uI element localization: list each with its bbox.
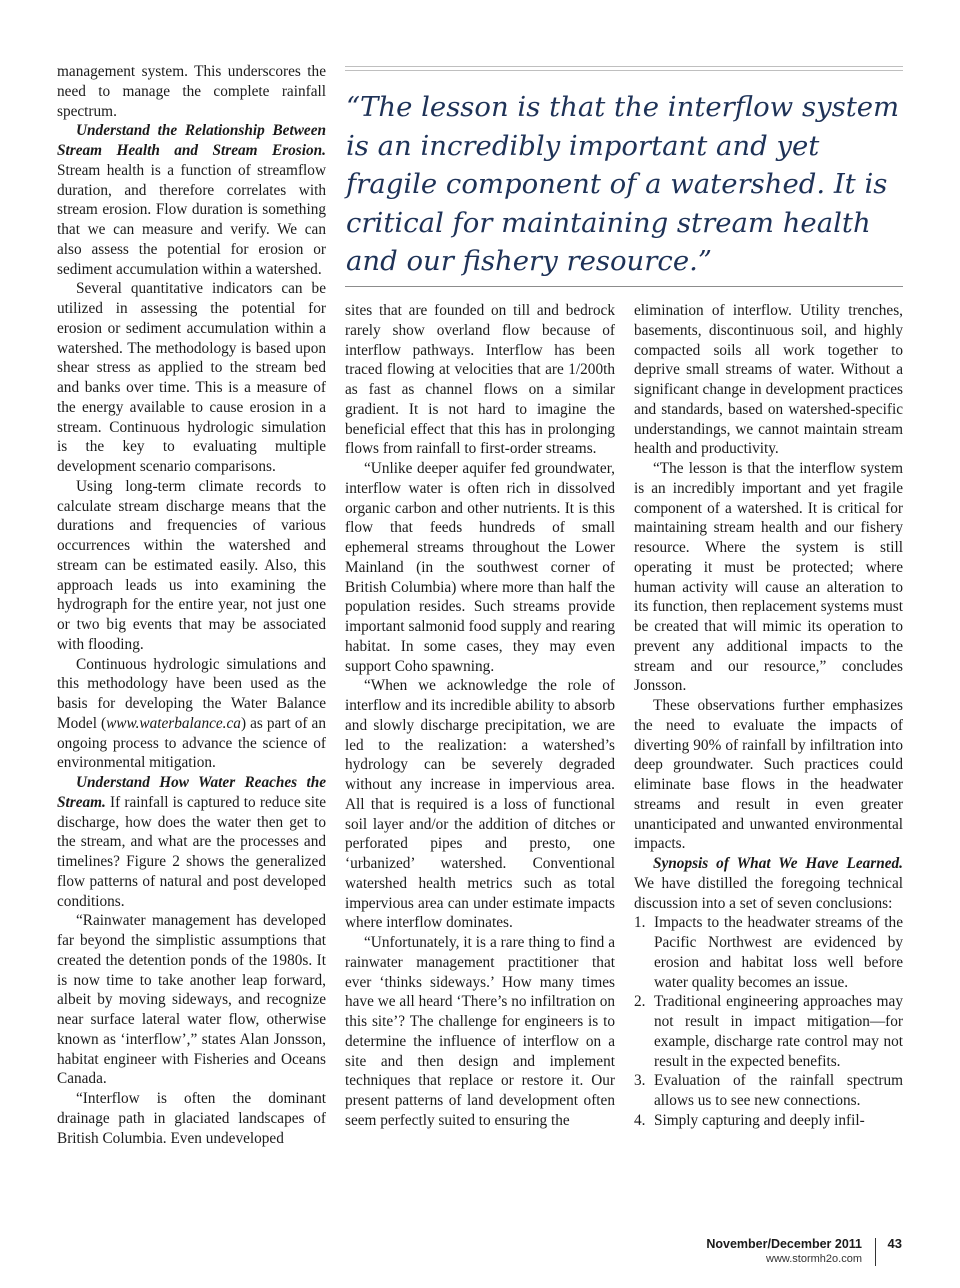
article-column-3 [634, 301, 903, 1131]
list-text: Impacts to the headwater streams of the Pacific Northwest are evidenced by erosion and habitat loss well before water quality becomes an issue. [654, 914, 903, 991]
list-item [634, 913, 903, 992]
paragraph [634, 854, 903, 913]
paragraph: “Interflow is often the dominant drainage path in glaciated landscapes of British Columbia. Even undeveloped [57, 1090, 326, 1147]
paragraph-body: ) as part of an ongoing process to advance the science of environmental mitigation. [57, 714, 326, 772]
paragraph: These observations further emphasizes the need to evaluate the impacts of diverting 90% of rainfall by infiltration into deep groundwater. Such practices could eliminate base flows in the headwater streams and result in even greater unanticipated and unwanted environmental impacts. [634, 697, 903, 853]
section-heading: Synopsis of What We Have Learned. [653, 855, 903, 872]
footer-divider [875, 1238, 876, 1266]
paragraph: “The lesson is that the interflow system is an incredibly important and yet fragile component of a watershed. It is critical for maintaining stream health and our fishery resource. Where the system is still operating it must be protected; where human activity will cause an alteration to its function, then replacement systems must be created that will mimic its operation to prevent any additional impacts to the stream and our resource,” concludes Jonsson. [634, 460, 903, 695]
list-number: 4. [634, 1111, 646, 1129]
paragraph [57, 655, 326, 774]
pull-quote: “The lesson is that the interflow system is an incredibly important and yet fragile component of a watershed. It is critical for maintaining stream health and our fishery resource.” [346, 91, 900, 277]
paragraph: elimination of interflow. Utility trenches, basements, discontinuous soil, and highly compacted soils all work together to deprive small streams of water. Without a significant change in development practices and standards, based on watershed-specific understandings, we cannot maintain stream health and productivity. [634, 302, 903, 458]
list-text: Simply capturing and deeply infil- [654, 1111, 865, 1129]
list-number: 1. [634, 914, 646, 932]
paragraph: Using long-term climate records to calculate stream discharge means that the durations and frequencies of various occurrences within the watershed and stream can be estimated easily. Also, this approach leads us into examining the hydrograph for the entire year, not just one or two big events that may be associated with flooding. [57, 477, 326, 653]
paragraph-body: If rainfall is captured to reduce site discharge, how does the water then get to the stream, and what are the processes and timelines? Figure 2 shows the generalized flow patterns of natural and post developed conditions. [57, 793, 326, 910]
paragraph: “Unlike deeper aquifer fed groundwater, interflow water is often rich in dissolved organic carbon and other nutrients. It is this flow that feeds hundreds of small ephemeral streams throughout the Lower Mainland (in the southwest corner of British Columbia) where more than half the population resides. Such streams provide important salmonid food supply and rearing habitat. In some cases, they may even support Coho spawning. [345, 460, 615, 675]
list-text: Evaluation of the rainfall spectrum allows us to see new connections. [654, 1072, 903, 1109]
paragraph: sites that are founded on till and bedrock rarely show overland flow because of interflow pathways. Interflow has been traced flowing at velocities that are 1/200th as fast as channel flows on a similar gradient. It is not hard to imagine the beneficial effect that this has in prolonging flows from rainfall to first-order streams. [345, 302, 615, 458]
divider [345, 286, 903, 287]
article-column-2 [345, 301, 615, 1131]
divider [345, 66, 903, 67]
article-column-1 [57, 62, 326, 1148]
paragraph [57, 121, 326, 279]
website-reference: www.waterbalance.ca [106, 714, 241, 732]
paragraph: “Rainwater management has developed far beyond the simplistic assumptions that created the detention ponds of the 1980s. It is now time to take another leap forward, albeit by moving sideways, and recognize near surface lateral water flow, otherwise known as ‘interflow’,” states Alan Jonsson, habitat engineer with Fisheries and Oceans Canada. [57, 912, 326, 1088]
paragraph-body: We have distilled the foregoing technical discussion into a set of seven conclusions: [634, 874, 903, 912]
page-number: 43 [887, 1236, 902, 1251]
website-url: www.stormh2o.com [766, 1253, 862, 1265]
divider [345, 70, 903, 71]
issue-date: November/December 2011 [706, 1237, 862, 1251]
paragraph: management system. This underscores the need to manage the complete rainfall spectrum. [57, 63, 326, 120]
section-heading: Understand the Relationship Between Stream Health and Stream Erosion. [57, 122, 326, 159]
conclusions-list [634, 913, 903, 1130]
list-item [634, 1111, 903, 1131]
section-heading: Understand How Water Reaches the Stream. [57, 774, 326, 811]
paragraph-body: Stream health is a function of streamflow duration, and therefore correlates with stream erosion. Flow duration is something that we can measure and verify. We can also assess the potential for erosion or sediment accumulation within a watershed. [57, 161, 326, 278]
paragraph: “When we acknowledge the role of interflow and its incredible ability to absorb and slowly discharge precipitation, we are led to the realization: a watershed’s hydrology can be severely degraded without any increase in impervious area. All that is required is a loss of functional soil layer and/or the addition of ditches or perforated pipes and presto, one ‘urbanized’ watershed. Conventional watershed health metrics such as total impervious area can under estimate impacts where interflow dominates. [345, 677, 615, 932]
list-item [634, 992, 903, 1071]
page-footer [706, 1236, 902, 1266]
paragraph: Several quantitative indicators can be utilized in assessing the potential for erosion or sediment accumulation within a watershed. The methodology is based upon shear stress as applied to the stream bed and banks over time. This is a measure of the energy available to cause erosion in a stream. Continuous hydrologic simulation is the key to evaluating multiple development scenario comparisons. [57, 280, 326, 475]
paragraph [57, 773, 326, 911]
pull-quote-box [345, 66, 903, 288]
list-number: 2. [634, 993, 646, 1011]
list-number: 3. [634, 1072, 646, 1090]
paragraph: “Unfortunately, it is a rare thing to find a rainwater management practitioner that ever ‘thinks sideways.’ How many times have we all heard ‘There’s no infiltration on this site’? The challenge for engineers is to determine the influence of interflow on a site and then design and implement techniques that replace or restore it. Our present patterns of land development often seem perfectly suited to ensuring the [345, 934, 615, 1129]
list-text: Traditional engineering approaches may not result in impact mitigation—for example, discharge rate control may not result in the expected benefits. [654, 993, 903, 1070]
list-item [634, 1071, 903, 1111]
paragraph-body: Continuous hydrologic simulations and this methodology have been used as the basis for developing the Water Balance Model ( [57, 655, 326, 732]
